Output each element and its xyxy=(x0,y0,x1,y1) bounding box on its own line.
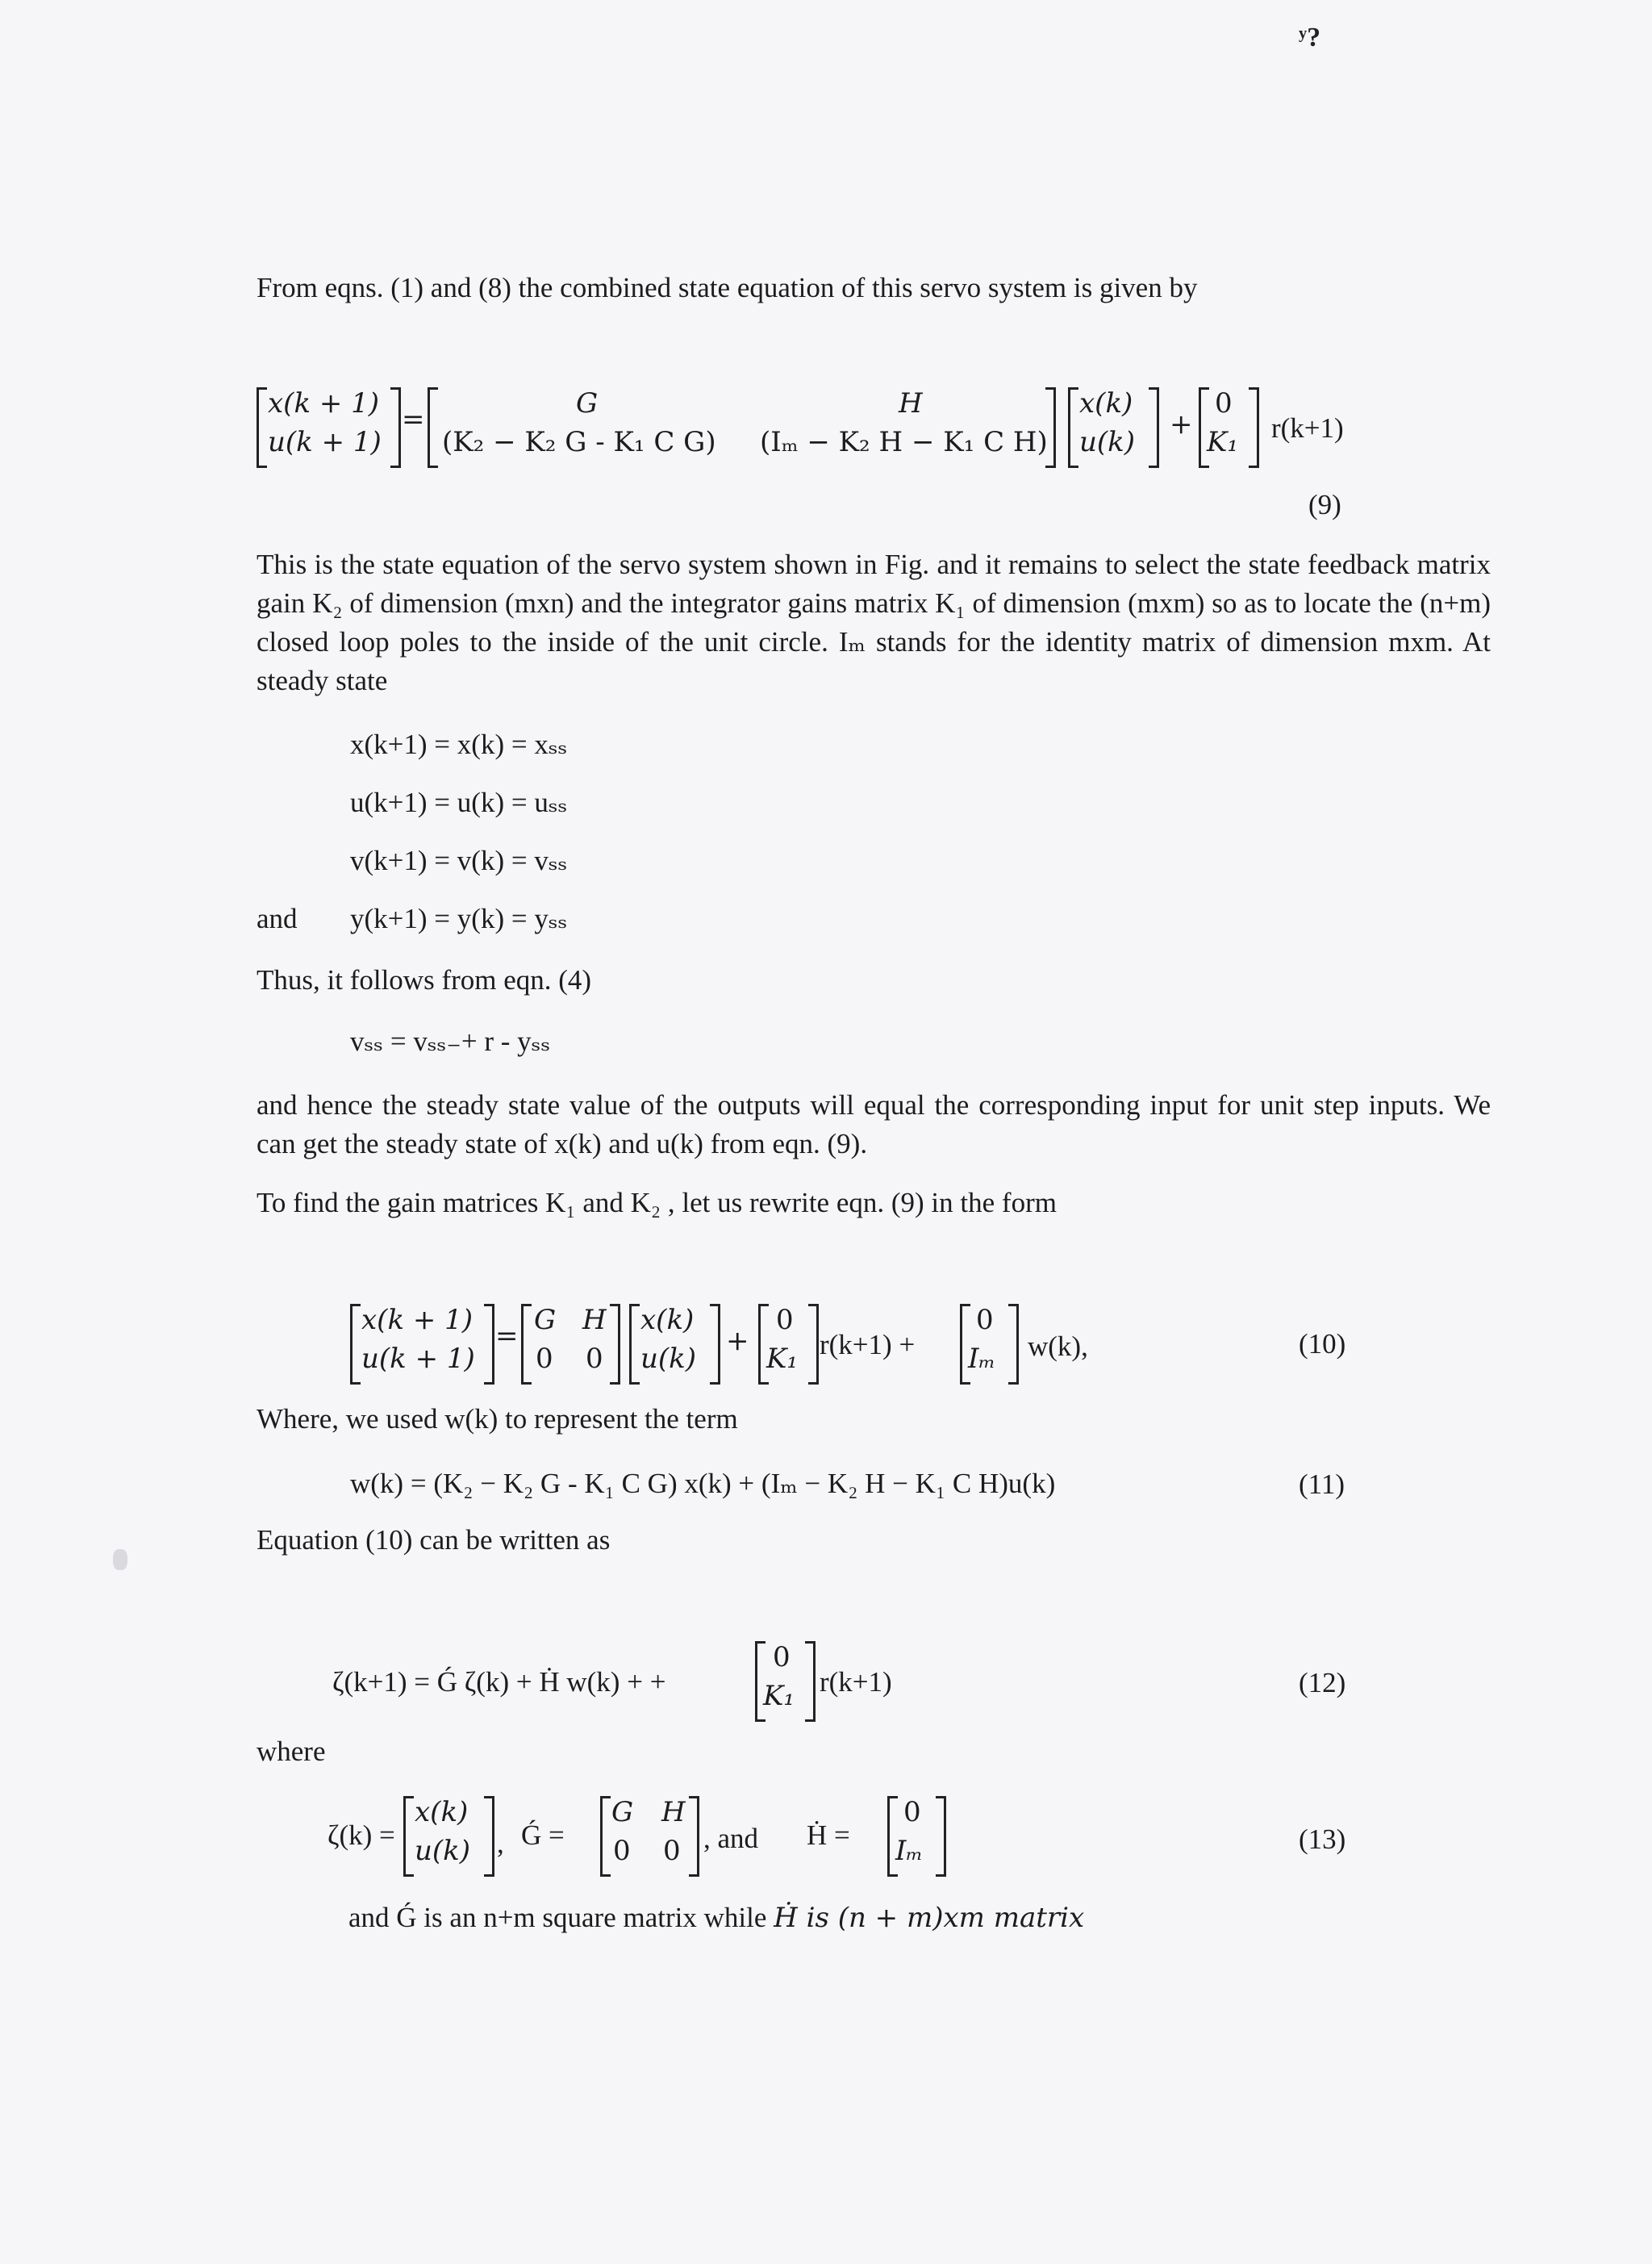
bracket xyxy=(1008,1304,1019,1385)
eq9-matrix-21: (K₂ − K₂ G - K₁ C G) xyxy=(442,426,716,458)
eq10-identity-top: 0 xyxy=(976,1304,994,1336)
eq9-input-top: 0 xyxy=(1215,387,1233,420)
ss-line-v: v(k+1) = v(k) = vₛₛ xyxy=(350,845,568,876)
eq9-lhs-bottom: u(k + 1) xyxy=(268,426,382,458)
eq12-reference: r(k+1) xyxy=(820,1666,892,1698)
bracket xyxy=(689,1796,699,1877)
bracket xyxy=(484,1304,494,1385)
eq10-g11: G xyxy=(534,1304,557,1336)
bracket xyxy=(710,1304,720,1385)
final-prefix: and Ǵ is an n+m square matrix while xyxy=(348,1902,774,1933)
bracket xyxy=(1068,387,1078,468)
eq10-plus: + xyxy=(726,1325,749,1357)
eq10-reference: r(k+1) + xyxy=(820,1329,916,1360)
eq9-reference: r(k+1) xyxy=(1271,412,1344,444)
eq9-matrix-g: G xyxy=(576,387,599,420)
where-w-text: Where, we used w(k) to represent the term xyxy=(257,1403,738,1435)
eq13-g12: H xyxy=(661,1796,686,1828)
eq10-number: (10) xyxy=(1299,1328,1346,1360)
paragraph-steady-state: This is the state equation of the servo system shown in Fig. and it remains to select the state feedback matrix gain K₂ of dimension (mxn) and the integrator gains matrix K₁ of dimension (mxm) so as to locate the (n+m) closed loop poles to the inside of the unit circle. Iₘ stands for the identity matrix of dimension mxm. At steady state xyxy=(257,549,1491,696)
corner-scribble: ʸ? xyxy=(1299,23,1321,52)
eq9-matrix-22: (Iₘ − K₂ H − K₁ C H) xyxy=(760,426,1048,458)
eq9-number: (9) xyxy=(1308,489,1341,520)
eq13-g11: G xyxy=(611,1796,634,1828)
eq9-state-top: x(k) xyxy=(1079,387,1133,420)
vss-line: vₛₛ = vₛₛ₋+ r - yₛₛ xyxy=(350,1025,551,1057)
bracket xyxy=(600,1796,611,1877)
eq10-state-bottom: u(k) xyxy=(640,1343,697,1375)
eq10-equals: = xyxy=(495,1320,519,1352)
eq10-lhs-bottom: u(k + 1) xyxy=(361,1343,475,1375)
bracket xyxy=(484,1796,494,1877)
final-line xyxy=(348,1899,1084,1936)
bracket xyxy=(428,387,438,468)
eq13-h-bottom: Iₘ xyxy=(895,1835,924,1867)
eq13-zeta-top: x(k) xyxy=(415,1796,469,1828)
eq10-input-bottom: K₁ xyxy=(766,1343,799,1375)
bracket xyxy=(1149,387,1159,468)
eq9-equals: = xyxy=(402,403,425,436)
scan-smudge xyxy=(113,1549,127,1570)
bracket xyxy=(257,387,267,468)
eq13-number: (13) xyxy=(1299,1823,1346,1855)
eq10-g22: 0 xyxy=(586,1343,603,1375)
bracket xyxy=(350,1304,361,1385)
bracket xyxy=(936,1796,946,1877)
follows-text: Thus, it follows from eqn. (4) xyxy=(257,964,592,996)
ss-line-y: y(k+1) = y(k) = yₛₛ xyxy=(350,903,568,934)
eq9-state-bottom: u(k) xyxy=(1079,426,1136,458)
eq13-g22: 0 xyxy=(663,1835,681,1867)
ss-line-u: u(k+1) = u(k) = uₛₛ xyxy=(350,787,568,818)
eq10-g12: H xyxy=(582,1304,607,1336)
ss-line-x: x(k+1) = x(k) = xₛₛ xyxy=(350,729,568,760)
bracket xyxy=(610,1304,620,1385)
bracket xyxy=(1249,387,1259,468)
eq13-ghat: Ǵ = xyxy=(521,1819,565,1851)
eq12-input-top: 0 xyxy=(773,1641,791,1673)
intro-text: From eqns. (1) and (8) the combined state equation of this servo system is given by xyxy=(257,272,1198,303)
bracket xyxy=(403,1796,414,1877)
bracket xyxy=(1045,387,1056,468)
eq13-h-top: 0 xyxy=(903,1796,921,1828)
bracket xyxy=(805,1641,816,1722)
and-label: and xyxy=(257,903,298,934)
eq13-hhat: Ḣ = xyxy=(807,1819,850,1851)
bracket xyxy=(629,1304,640,1385)
equation-11: w(k) = (K₂ − K₂ G - K₁ C G) x(k) + (Iₘ − K₂ H − K₁ C H)u(k) xyxy=(350,1468,1056,1499)
eq13-and: , and xyxy=(703,1823,759,1854)
eq9-plus: + xyxy=(1170,408,1193,441)
bracket xyxy=(808,1304,819,1385)
eq13-comma: , xyxy=(497,1827,504,1859)
eq10-input-top: 0 xyxy=(776,1304,794,1336)
eq11-number: (11) xyxy=(1299,1468,1345,1500)
eq9-lhs-top: x(k + 1) xyxy=(268,387,380,420)
eq12-number: (12) xyxy=(1299,1667,1346,1698)
eq10-state-top: x(k) xyxy=(640,1304,695,1336)
eq10-lhs-top: x(k + 1) xyxy=(361,1304,473,1336)
where-text: where xyxy=(257,1736,326,1767)
eq12-input-bottom: K₁ xyxy=(763,1680,795,1712)
paragraph-gain-matrices: To find the gain matrices K₁ and K₂ , let us rewrite eqn. (9) in the form xyxy=(257,1187,1057,1218)
eq9-input-bottom: K₁ xyxy=(1207,426,1239,458)
bracket xyxy=(521,1304,532,1385)
eq10-disturbance: w(k), xyxy=(1028,1330,1088,1362)
eq9-matrix-h: H xyxy=(899,387,923,420)
eq13-zeta-bottom: u(k) xyxy=(415,1835,471,1867)
eq10-written-text: Equation (10) can be written as xyxy=(257,1524,611,1556)
eq12-left: ζ(k+1) = Ǵ ζ(k) + Ḣ w(k) + + xyxy=(332,1666,666,1698)
eq13-zeta: ζ(k) = xyxy=(327,1819,395,1851)
bracket xyxy=(390,387,401,468)
eq10-identity-bottom: Iₘ xyxy=(968,1343,996,1375)
eq13-g21: 0 xyxy=(613,1835,631,1867)
eq10-g21: 0 xyxy=(536,1343,553,1375)
final-italic: Ḣ is (n + m)xm matrix xyxy=(774,1902,1085,1934)
paragraph-unit-step: and hence the steady state value of the outputs will equal the corresponding input for unit step inputs. We can get the steady state of x(k) and u(k) from eqn. (9). xyxy=(257,1089,1491,1159)
